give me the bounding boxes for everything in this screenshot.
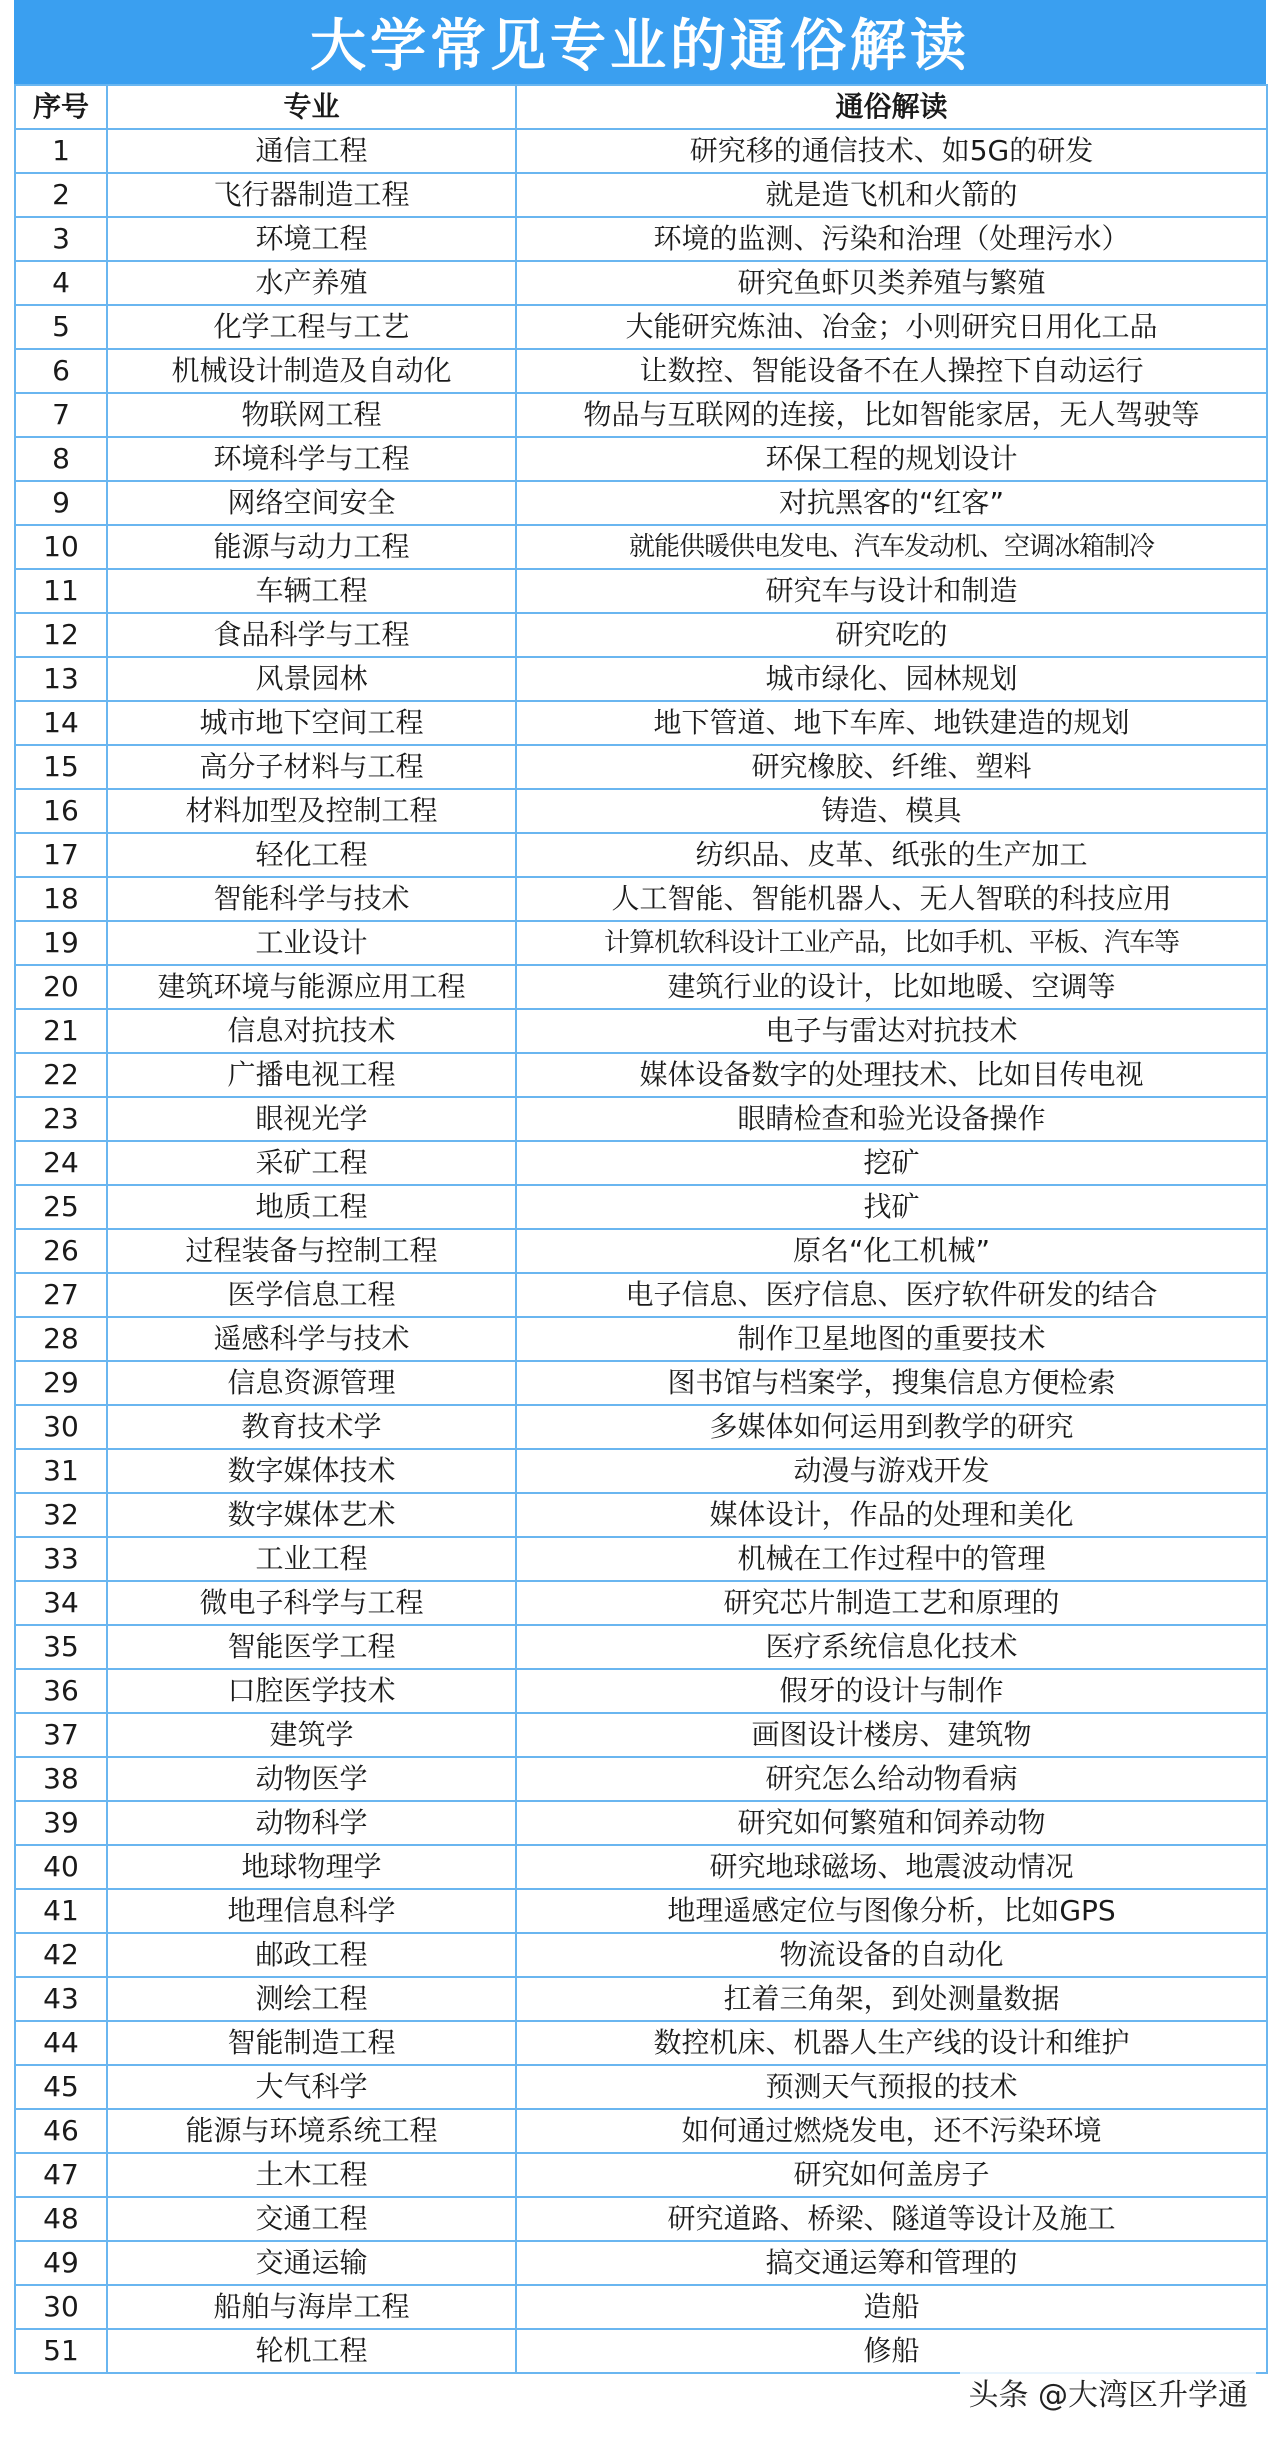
table-row	[15, 2153, 1267, 2197]
table-row	[15, 2285, 1267, 2329]
row-index: 3	[15, 217, 107, 261]
row-major: 工业设计	[107, 921, 516, 965]
row-explanation: 制作卫星地图的重要技术	[516, 1317, 1267, 1361]
row-index: 19	[15, 921, 107, 965]
table-row	[15, 481, 1267, 525]
table-row	[15, 129, 1267, 173]
row-explanation: 计算机软科设计工业产品，比如手机、平板、汽车等	[516, 921, 1267, 965]
row-index: 21	[15, 1009, 107, 1053]
row-index: 39	[15, 1801, 107, 1845]
row-explanation: 建筑行业的设计，比如地暖、空调等	[516, 965, 1267, 1009]
table-row	[15, 217, 1267, 261]
row-explanation: 媒体设备数字的处理技术、比如目传电视	[516, 1053, 1267, 1097]
row-major: 遥感科学与技术	[107, 1317, 516, 1361]
table-header-row	[15, 85, 1267, 129]
row-explanation: 造船	[516, 2285, 1267, 2329]
table-row	[15, 1185, 1267, 1229]
row-index: 46	[15, 2109, 107, 2153]
row-major: 交通工程	[107, 2197, 516, 2241]
row-major: 高分子材料与工程	[107, 745, 516, 789]
row-explanation: 研究芯片制造工艺和原理的	[516, 1581, 1267, 1625]
row-index: 27	[15, 1273, 107, 1317]
row-index: 48	[15, 2197, 107, 2241]
row-explanation: 研究橡胶、纤维、塑料	[516, 745, 1267, 789]
table-row	[15, 1405, 1267, 1449]
table-row	[15, 921, 1267, 965]
table-row	[15, 1537, 1267, 1581]
row-major: 轻化工程	[107, 833, 516, 877]
row-major: 能源与动力工程	[107, 525, 516, 569]
row-index: 22	[15, 1053, 107, 1097]
row-index: 49	[15, 2241, 107, 2285]
row-major: 交通运输	[107, 2241, 516, 2285]
row-explanation: 媒体设计，作品的处理和美化	[516, 1493, 1267, 1537]
row-explanation: 图书馆与档案学，搜集信息方便检索	[516, 1361, 1267, 1405]
row-major: 建筑学	[107, 1713, 516, 1757]
row-explanation: 研究移的通信技术、如5G的研发	[516, 129, 1267, 173]
row-index: 4	[15, 261, 107, 305]
row-explanation: 研究车与设计和制造	[516, 569, 1267, 613]
row-explanation: 研究道路、桥梁、隧道等设计及施工	[516, 2197, 1267, 2241]
header-index: 序号	[15, 85, 107, 129]
row-major: 物联网工程	[107, 393, 516, 437]
table-row	[15, 1053, 1267, 1097]
row-explanation: 数控机床、机器人生产线的设计和维护	[516, 2021, 1267, 2065]
row-explanation: 物流设备的自动化	[516, 1933, 1267, 1977]
row-explanation: 研究鱼虾贝类养殖与繁殖	[516, 261, 1267, 305]
majors-table	[14, 84, 1268, 2374]
row-major: 网络空间安全	[107, 481, 516, 525]
table-row	[15, 701, 1267, 745]
table-row	[15, 2197, 1267, 2241]
row-explanation: 眼睛检查和验光设备操作	[516, 1097, 1267, 1141]
table-row	[15, 1273, 1267, 1317]
row-major: 土木工程	[107, 2153, 516, 2197]
row-index: 24	[15, 1141, 107, 1185]
row-explanation: 原名“化工机械”	[516, 1229, 1267, 1273]
row-explanation: 就能供暖供电发电、汽车发动机、空调冰箱制冷	[516, 525, 1267, 569]
row-index: 23	[15, 1097, 107, 1141]
row-explanation: 机械在工作过程中的管理	[516, 1537, 1267, 1581]
row-index: 9	[15, 481, 107, 525]
row-index: 18	[15, 877, 107, 921]
table-row	[15, 1933, 1267, 1977]
row-major: 医学信息工程	[107, 1273, 516, 1317]
row-explanation: 多媒体如何运用到教学的研究	[516, 1405, 1267, 1449]
table-row	[15, 833, 1267, 877]
row-explanation: 假牙的设计与制作	[516, 1669, 1267, 1713]
row-major: 环境工程	[107, 217, 516, 261]
table-row	[15, 1493, 1267, 1537]
row-major: 口腔医学技术	[107, 1669, 516, 1713]
table-row	[15, 173, 1267, 217]
table-row	[15, 1625, 1267, 1669]
table-row	[15, 1845, 1267, 1889]
row-major: 动物医学	[107, 1757, 516, 1801]
row-index: 14	[15, 701, 107, 745]
row-explanation: 研究如何盖房子	[516, 2153, 1267, 2197]
row-major: 飞行器制造工程	[107, 173, 516, 217]
row-major: 城市地下空间工程	[107, 701, 516, 745]
row-index: 30	[15, 1405, 107, 1449]
row-index: 8	[15, 437, 107, 481]
table-row	[15, 1361, 1267, 1405]
row-major: 教育技术学	[107, 1405, 516, 1449]
table-row	[15, 2065, 1267, 2109]
row-explanation: 对抗黑客的“红客”	[516, 481, 1267, 525]
table-row	[15, 1889, 1267, 1933]
row-index: 33	[15, 1537, 107, 1581]
row-explanation: 人工智能、智能机器人、无人智联的科技应用	[516, 877, 1267, 921]
table-row	[15, 2241, 1267, 2285]
row-explanation: 电子与雷达对抗技术	[516, 1009, 1267, 1053]
table-row	[15, 1713, 1267, 1757]
row-major: 眼视光学	[107, 1097, 516, 1141]
row-explanation: 让数控、智能设备不在人操控下自动运行	[516, 349, 1267, 393]
row-major: 工业工程	[107, 1537, 516, 1581]
table-row	[15, 305, 1267, 349]
row-major: 数字媒体技术	[107, 1449, 516, 1493]
row-major: 化学工程与工艺	[107, 305, 516, 349]
row-explanation: 环保工程的规划设计	[516, 437, 1267, 481]
watermark	[960, 2368, 1256, 2416]
table-row	[15, 789, 1267, 833]
row-index: 10	[15, 525, 107, 569]
table-row	[15, 1581, 1267, 1625]
row-index: 40	[15, 1845, 107, 1889]
row-index: 7	[15, 393, 107, 437]
table-row	[15, 1097, 1267, 1141]
row-explanation: 如何通过燃烧发电，还不污染环境	[516, 2109, 1267, 2153]
row-major: 车辆工程	[107, 569, 516, 613]
table-row	[15, 2329, 1267, 2373]
row-major: 船舶与海岸工程	[107, 2285, 516, 2329]
table-row	[15, 2021, 1267, 2065]
row-index: 15	[15, 745, 107, 789]
row-index: 2	[15, 173, 107, 217]
row-index: 41	[15, 1889, 107, 1933]
row-major: 智能医学工程	[107, 1625, 516, 1669]
row-explanation: 预测天气预报的技术	[516, 2065, 1267, 2109]
row-major: 邮政工程	[107, 1933, 516, 1977]
row-major: 信息对抗技术	[107, 1009, 516, 1053]
row-major: 地球物理学	[107, 1845, 516, 1889]
table-row	[15, 657, 1267, 701]
row-explanation: 城市绿化、园林规划	[516, 657, 1267, 701]
row-explanation: 研究如何繁殖和饲养动物	[516, 1801, 1267, 1845]
row-major: 环境科学与工程	[107, 437, 516, 481]
row-explanation: 搞交通运筹和管理的	[516, 2241, 1267, 2285]
table-row	[15, 437, 1267, 481]
row-index: 45	[15, 2065, 107, 2109]
table-row	[15, 1141, 1267, 1185]
row-explanation: 修船	[516, 2329, 1267, 2373]
row-index: 5	[15, 305, 107, 349]
table-row	[15, 1977, 1267, 2021]
row-explanation: 挖矿	[516, 1141, 1267, 1185]
row-major: 广播电视工程	[107, 1053, 516, 1097]
row-explanation: 地下管道、地下车库、地铁建造的规划	[516, 701, 1267, 745]
watermark-text: 头条 @大湾区升学通	[968, 2378, 1248, 2413]
row-index: 42	[15, 1933, 107, 1977]
row-index: 32	[15, 1493, 107, 1537]
row-index: 38	[15, 1757, 107, 1801]
row-major: 材料加型及控制工程	[107, 789, 516, 833]
row-major: 测绘工程	[107, 1977, 516, 2021]
row-major: 过程装备与控制工程	[107, 1229, 516, 1273]
row-index: 1	[15, 129, 107, 173]
table-row	[15, 1009, 1267, 1053]
row-index: 26	[15, 1229, 107, 1273]
row-major: 数字媒体艺术	[107, 1493, 516, 1537]
row-explanation: 大能研究炼油、冶金；小则研究日用化工品	[516, 305, 1267, 349]
row-index: 44	[15, 2021, 107, 2065]
header-explanation: 通俗解读	[516, 85, 1267, 129]
row-major: 智能科学与技术	[107, 877, 516, 921]
row-index: 37	[15, 1713, 107, 1757]
row-index: 31	[15, 1449, 107, 1493]
row-explanation: 地理遥感定位与图像分析，比如GPS	[516, 1889, 1267, 1933]
row-major: 通信工程	[107, 129, 516, 173]
header-major: 专业	[107, 85, 516, 129]
row-explanation: 物品与互联网的连接，比如智能家居，无人驾驶等	[516, 393, 1267, 437]
row-index: 17	[15, 833, 107, 877]
row-explanation: 找矿	[516, 1185, 1267, 1229]
row-major: 机械设计制造及自动化	[107, 349, 516, 393]
table-row	[15, 1229, 1267, 1273]
table-row	[15, 349, 1267, 393]
row-major: 微电子科学与工程	[107, 1581, 516, 1625]
row-explanation: 纺织品、皮革、纸张的生产加工	[516, 833, 1267, 877]
table-row	[15, 1317, 1267, 1361]
table-row	[15, 2109, 1267, 2153]
row-explanation: 扛着三角架，到处测量数据	[516, 1977, 1267, 2021]
row-major: 轮机工程	[107, 2329, 516, 2373]
row-major: 采矿工程	[107, 1141, 516, 1185]
row-index: 36	[15, 1669, 107, 1713]
table-row	[15, 745, 1267, 789]
row-index: 11	[15, 569, 107, 613]
table-row	[15, 261, 1267, 305]
row-explanation: 研究怎么给动物看病	[516, 1757, 1267, 1801]
row-index: 29	[15, 1361, 107, 1405]
table-row	[15, 393, 1267, 437]
row-explanation: 环境的监测、污染和治理（处理污水）	[516, 217, 1267, 261]
row-index: 34	[15, 1581, 107, 1625]
row-major: 大气科学	[107, 2065, 516, 2109]
row-index: 13	[15, 657, 107, 701]
row-major: 风景园林	[107, 657, 516, 701]
table-row	[15, 965, 1267, 1009]
row-major: 动物科学	[107, 1801, 516, 1845]
table-row	[15, 877, 1267, 921]
row-explanation: 医疗系统信息化技术	[516, 1625, 1267, 1669]
row-index: 25	[15, 1185, 107, 1229]
row-index: 12	[15, 613, 107, 657]
row-major: 信息资源管理	[107, 1361, 516, 1405]
row-index: 6	[15, 349, 107, 393]
row-major: 水产养殖	[107, 261, 516, 305]
row-explanation: 铸造、模具	[516, 789, 1267, 833]
row-index: 28	[15, 1317, 107, 1361]
row-major: 地质工程	[107, 1185, 516, 1229]
row-explanation: 动漫与游戏开发	[516, 1449, 1267, 1493]
row-explanation: 电子信息、医疗信息、医疗软件研发的结合	[516, 1273, 1267, 1317]
row-index: 16	[15, 789, 107, 833]
row-major: 智能制造工程	[107, 2021, 516, 2065]
page-title: 大学常见专业的通俗解读	[310, 14, 970, 79]
table-row	[15, 1801, 1267, 1845]
table-row	[15, 1449, 1267, 1493]
row-major: 建筑环境与能源应用工程	[107, 965, 516, 1009]
row-index: 35	[15, 1625, 107, 1669]
title-banner	[14, 0, 1266, 84]
row-explanation: 研究地球磁场、地震波动情况	[516, 1845, 1267, 1889]
row-index: 47	[15, 2153, 107, 2197]
table-row	[15, 525, 1267, 569]
row-major: 食品科学与工程	[107, 613, 516, 657]
table-row	[15, 1669, 1267, 1713]
row-index: 30	[15, 2285, 107, 2329]
row-index: 20	[15, 965, 107, 1009]
row-explanation: 研究吃的	[516, 613, 1267, 657]
table-row	[15, 1757, 1267, 1801]
row-major: 地理信息科学	[107, 1889, 516, 1933]
row-index: 43	[15, 1977, 107, 2021]
row-explanation: 画图设计楼房、建筑物	[516, 1713, 1267, 1757]
row-explanation: 就是造飞机和火箭的	[516, 173, 1267, 217]
table-row	[15, 613, 1267, 657]
row-index: 51	[15, 2329, 107, 2373]
row-major: 能源与环境系统工程	[107, 2109, 516, 2153]
table-row	[15, 569, 1267, 613]
